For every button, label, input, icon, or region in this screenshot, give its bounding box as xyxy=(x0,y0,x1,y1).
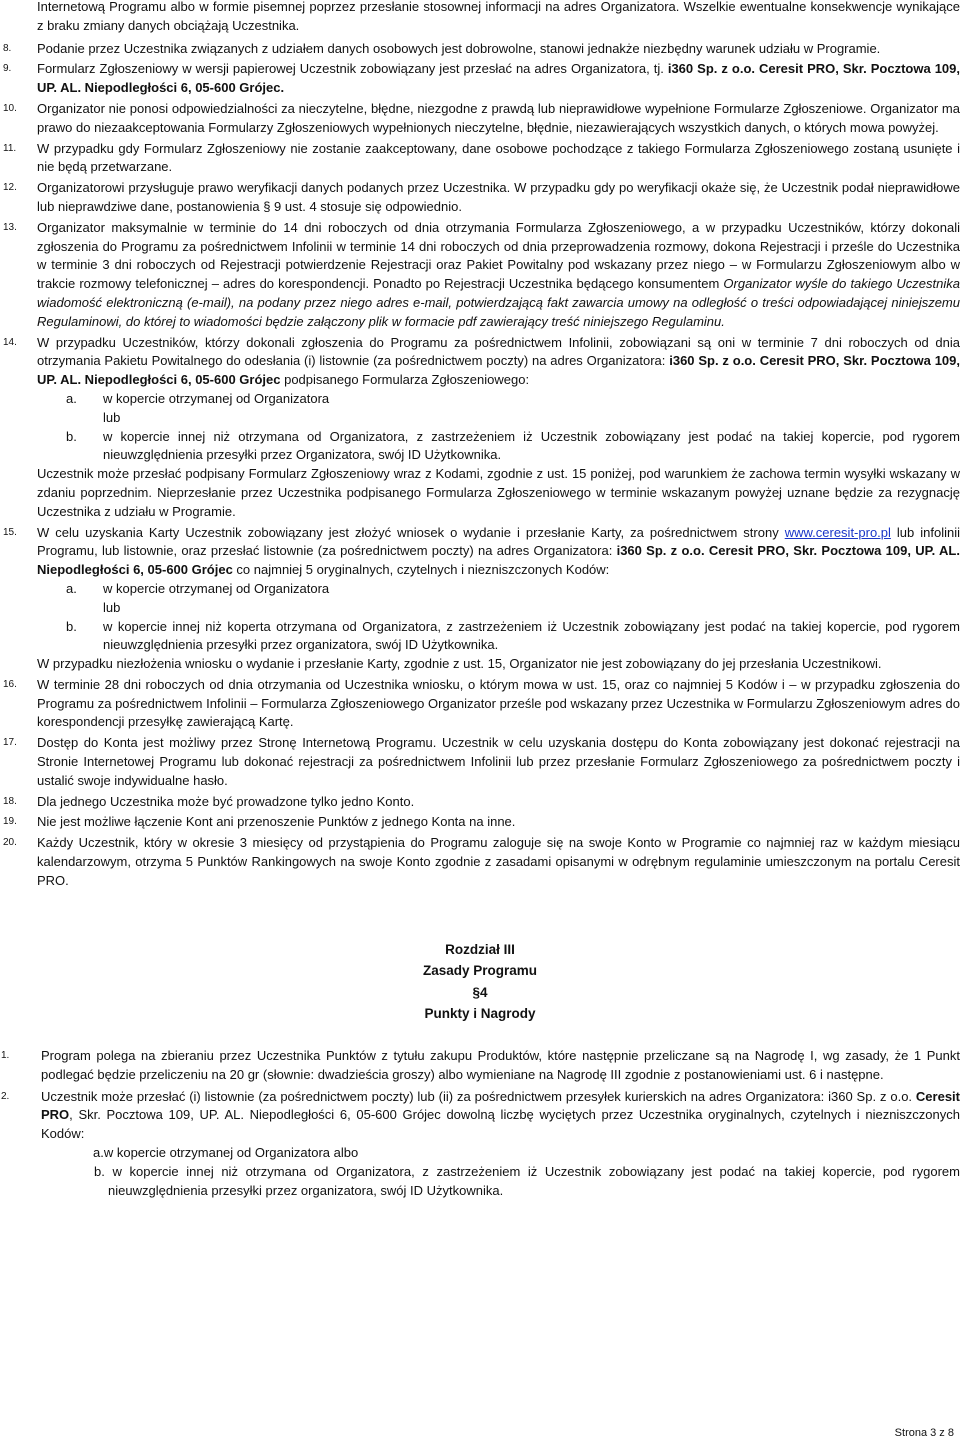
address-bold: i360 Sp. z o.o. Ceresit PRO, Skr. Pocztowa 109, UP. AL. Niepodległości 6, 05-600 Grójec xyxy=(37,353,960,388)
item-text-italic: Organizator wyśle do takiego Uczestnika wiadomość elektroniczną (e-mail), na podany przez niego adres e-mail, potwierdzającą fakt zawarcia umowy na odległość o treści odpowiadającej niniejszemu Regulaminowi, do której to wiadomości będzie załączony plik w formacie pdf zawierający treść niniejszego Regulaminu. xyxy=(37,276,960,329)
sub-item-letter: a. xyxy=(66,390,77,406)
item-number: 18. xyxy=(3,795,17,807)
list-item xyxy=(0,676,960,732)
brand-bold: Ceresit PRO xyxy=(41,1088,960,1123)
sub-item xyxy=(0,409,960,428)
sub-item-text: w kopercie otrzymanej od Organizatora xyxy=(103,580,330,596)
item-text: Internetową Programu albo w formie pisemnej poprzez przesłanie stosownej informacji na adres Organizatora. Wszelkie ewentualne konsekwencje wynikające z braku zmiany danych obciążają Uczestnika. xyxy=(37,0,960,33)
item-text: Uczestnik może przesłać (i) listownie (za pośrednictwem poczty) lub (ii) za pośrednictwem przesyłek kurierskich na adres Organizatora: i360 Sp. z o.o. xyxy=(41,1088,916,1104)
address-bold: i360 Sp. z o.o. Ceresit PRO, Skr. Pocztowa 109, UP. AL. Niepodległości 6, 05-600 Grójec xyxy=(37,543,960,578)
sub-item-text: lub xyxy=(103,599,121,615)
sub-item xyxy=(0,428,960,466)
sub-item-letter: b. xyxy=(94,1163,105,1179)
section-title: Punkty i Nagrody xyxy=(424,1006,536,1022)
item-number: 15. xyxy=(3,526,17,538)
list-item xyxy=(0,1047,960,1085)
sub-item xyxy=(0,1144,960,1163)
item-number: 19. xyxy=(3,816,17,828)
item-text: Organizator nie ponosi odpowiedzialności za nieczytelne, błędne, niezgodne z prawdą lub nieprawidłowe wypełnione Formularze Zgłoszeniowe. Organizator ma prawo do niezaakceptowania Formularzy Zgłoszeniowych wypełnionych nieczytelne, błędnie, niezawierających wszystkich danych, o których mowa powyżej. xyxy=(37,100,960,135)
sub-item xyxy=(0,390,960,409)
list-item xyxy=(0,813,960,832)
sub-item xyxy=(0,1163,960,1201)
list-item xyxy=(0,100,960,138)
item-text: co najmniej 5 oryginalnych, czytelnych i niezniszczonych Kodów: xyxy=(232,562,610,578)
item-text: W terminie 28 dni roboczych od dnia otrzymania od Uczestnika wniosku, o którym mowa w ust. 15, oraz co najmniej 5 Kodów i – w przypadku zgłoszenia do Programu za pośrednictwem Infolinii – Formularza Zgłoszeniowego Organizator prześle pod wskazany przez Uczestnika w Formularzu Zgłoszeniowym adres do korespondencji przesyłkę zawierającą Kartę. xyxy=(37,676,960,730)
item-number: 9. xyxy=(3,63,12,75)
item-number: 16. xyxy=(3,678,17,690)
item-text: podpisanego Formularza Zgłoszeniowego: xyxy=(280,372,530,388)
list-item xyxy=(0,793,960,812)
sub-item-text: lub xyxy=(103,409,121,425)
item-text: Nie jest możliwe łączenie Kont ani przenoszenie Punktów z jednego Konta na inne. xyxy=(37,814,516,830)
item-number: 8. xyxy=(3,42,12,54)
sub-item-letter: a. xyxy=(93,1145,104,1161)
item-number: 1. xyxy=(1,1050,10,1062)
item-text: , Skr. Pocztowa 109, UP. AL. Niepodległości 6, 05-600 Grójec dowolną liczbę wyciętych przez Uczestnika oryginalnych, czytelnych i niezniszczonych Kodów: xyxy=(41,1107,960,1142)
list-item xyxy=(0,40,960,59)
chapter-heading xyxy=(0,939,960,1025)
sub-item-letter: b. xyxy=(66,428,77,444)
list-item xyxy=(0,834,960,890)
list-item xyxy=(0,60,960,98)
item-number: 17. xyxy=(3,737,17,749)
item-text: Formularz Zgłoszeniowy w wersji papierowej Uczestnik zobowiązany jest przesłać na adres Organizatora, tj. xyxy=(37,61,668,77)
item-text: Organizator maksymalnie w terminie do 14 dni roboczych od dnia otrzymania Formularza Zgłoszeniowego, a w przypadku Uczestników, którzy dokonali zgłoszenia do Programu za pośrednictwem Infolinii w terminie 14 dni roboczych od dnia przeprowadzenia rozmowy, dokona Rejestracji i prześle do Uczestnika w terminie 3 dni roboczych od Rejestracji potwierdzenie Rejestracji oraz Pakiet Powitalny pod wskazany przez niego – w Formularzu Zgłoszeniowym albo w trakcie rozmowy telefonicznej – adres do korespondencji. Ponadto po Rejestracji Uczestnika będącego konsumentem xyxy=(37,219,960,292)
item-text: lub infolinii Programu, lub listownie, oraz przesłać listownie (za pośrednictwem poczty) na adres Organizatora: xyxy=(37,524,960,559)
website-link[interactable]: www.ceresit-pro.pl xyxy=(784,524,891,540)
item-text: Każdy Uczestnik, który w okresie 3 miesięcy od przystąpienia do Programu zaloguje się na swoje Konto w Programie co najmniej raz w każdym miesiącu kalendarzowym, otrzyma 5 Punktów Rankingowych na swoje Konto zgodnie z zasadami opisanymi w odrębnym regulaminie umieszczonym na portalu Ceresit PRO. xyxy=(37,835,960,888)
item-text: Podanie przez Uczestnika związanych z udziałem danych osobowych jest dobrowolne, stanowi jednakże niezbędny warunek udziału w Programie. xyxy=(37,40,881,56)
item-text: W przypadku gdy Formularz Zgłoszeniowy nie zostanie zaakceptowany, dane osobowe pochodzące z takiego Formularza Zgłoszeniowego zostaną usunięte i nie będą przetwarzane. xyxy=(37,140,960,175)
item-number: 10. xyxy=(3,102,17,114)
list-item xyxy=(0,179,960,217)
item-text: Program polega na zbieraniu przez Uczestnika Punktów z tytułu zakupu Produktów, które następnie przeliczane są na Nagrodę I, wg zasady, że 1 Punkt podlegać będzie przeliczeniu na 20 gr (słownie: dwadzieścia groszy) albo wymieniane na Nagrodę III zgodnie z postanowieniami ust. 6 i następne. xyxy=(41,1048,960,1082)
list-item xyxy=(0,734,960,790)
item-number: 12. xyxy=(3,182,17,194)
list-item xyxy=(0,219,960,332)
section-number: §4 xyxy=(472,984,488,1000)
item-text: Dostęp do Konta jest możliwy przez Stronę Internetową Programu. Uczestnik w celu uzyskania dostępu do Konta zobowiązany jest dokonać rejestracji na Stronie Internetowej Programu lub dokonać rejestracji za pośrednictwem Infolinii lub przez przesłanie Formularz Zgłoszeniowego za pośrednictwem poczty i ustalić swoje indywidualne hasło. xyxy=(37,735,960,788)
chapter-subtitle: Zasady Programu xyxy=(422,963,538,979)
sub-item-text: w kopercie innej niż koperta otrzymana od Organizatora, z zastrzeżeniem iż Uczestnik zobowiązany jest podać na takiej kopercie, pod rygorem nieuwzględnienia przesyłki przez organizatora, swój ID Użytkownika. xyxy=(103,618,960,653)
sub-item xyxy=(0,580,960,599)
sub-item-text: w kopercie innej niż otrzymana od Organizatora, z zastrzeżeniem iż Uczestnik zobowiązany jest podać na takiej kopercie, pod rygorem nieuwzględnienia przesyłki przez organizatora, swój ID Użytkownika. xyxy=(108,1163,960,1198)
item-number: 2. xyxy=(1,1090,10,1102)
item-number: 14. xyxy=(3,336,17,348)
list-item xyxy=(0,524,960,580)
address-bold: i360 Sp. z o.o. Ceresit PRO, Skr. Pocztowa 109, UP. AL. Niepodległości 6, 05-600 Grójec. xyxy=(37,61,960,96)
sub-item-letter: a. xyxy=(66,580,77,596)
sub-item xyxy=(0,618,960,656)
paragraph: W przypadku niezłożenia wniosku o wydanie i przesłanie Karty, zgodnie z ust. 15, Organizator nie jest zobowiązany do jej przesłania Uczestnikowi. xyxy=(37,656,882,672)
sub-item-text: w kopercie otrzymanej od Organizatora xyxy=(103,390,330,406)
sub-item-text: w kopercie otrzymanej od Organizatora albo xyxy=(103,1145,359,1161)
paragraph: Uczestnik może przesłać podpisany Formularz Zgłoszeniowy wraz z Kodami, zgodnie z ust. 15 poniżej, pod warunkiem że zachowa termin wysyłki wskazany w zdaniu poprzednim. Nieprzesłanie przez Uczestnika podpisanego Formularza Zgłoszeniowego w terminie wskazanym powyżej uznane będzie za rezygnację Uczestnika z udziału w Programie. xyxy=(37,466,960,519)
list-item xyxy=(0,0,960,36)
item-text: W celu uzyskania Karty Uczestnik zobowiązany jest złożyć wniosek o wydanie i przesłanie Karty, za pośrednictwem strony xyxy=(37,524,785,540)
item-text: W przypadku Uczestników, którzy dokonali zgłoszenia do Programu za pośrednictwem Infolinii, zobowiązani są oni w terminie 7 dni roboczych od dnia otrzymania Pakietu Powitalnego do odesłania (i) listownie (za pośrednictwem poczty) na adres Organizatora: xyxy=(37,334,960,369)
list-item xyxy=(0,1088,960,1144)
list-item xyxy=(0,140,960,178)
item-number: 13. xyxy=(3,221,17,233)
page-number: Strona 3 z 8 xyxy=(894,1427,954,1439)
list-item xyxy=(0,334,960,390)
item-number: 20. xyxy=(3,837,17,849)
item-text: Dla jednego Uczestnika może być prowadzone tylko jedno Konto. xyxy=(37,793,415,809)
item-number: 11. xyxy=(3,142,17,154)
item-text: Organizatorowi przysługuje prawo weryfikacji danych podanych przez Uczestnika. W przypadku gdy po weryfikacji okaże się, że Uczestnik podał nieprawidłowe lub nieprawdziwe dane, postanowienia § 9 ust. 4 stosuje się odpowiednio. xyxy=(37,180,960,214)
sub-item xyxy=(0,599,960,618)
sub-item-text: w kopercie innej niż otrzymana od Organizatora, z zastrzeżeniem iż Uczestnik zobowiązany jest podać na takiej kopercie, pod rygorem nieuwzględnienia przesyłki przez Organizatora, swój ID Użytkownika. xyxy=(103,428,960,463)
chapter-title: Rozdział III xyxy=(445,941,515,957)
sub-item-letter: b. xyxy=(66,618,77,634)
